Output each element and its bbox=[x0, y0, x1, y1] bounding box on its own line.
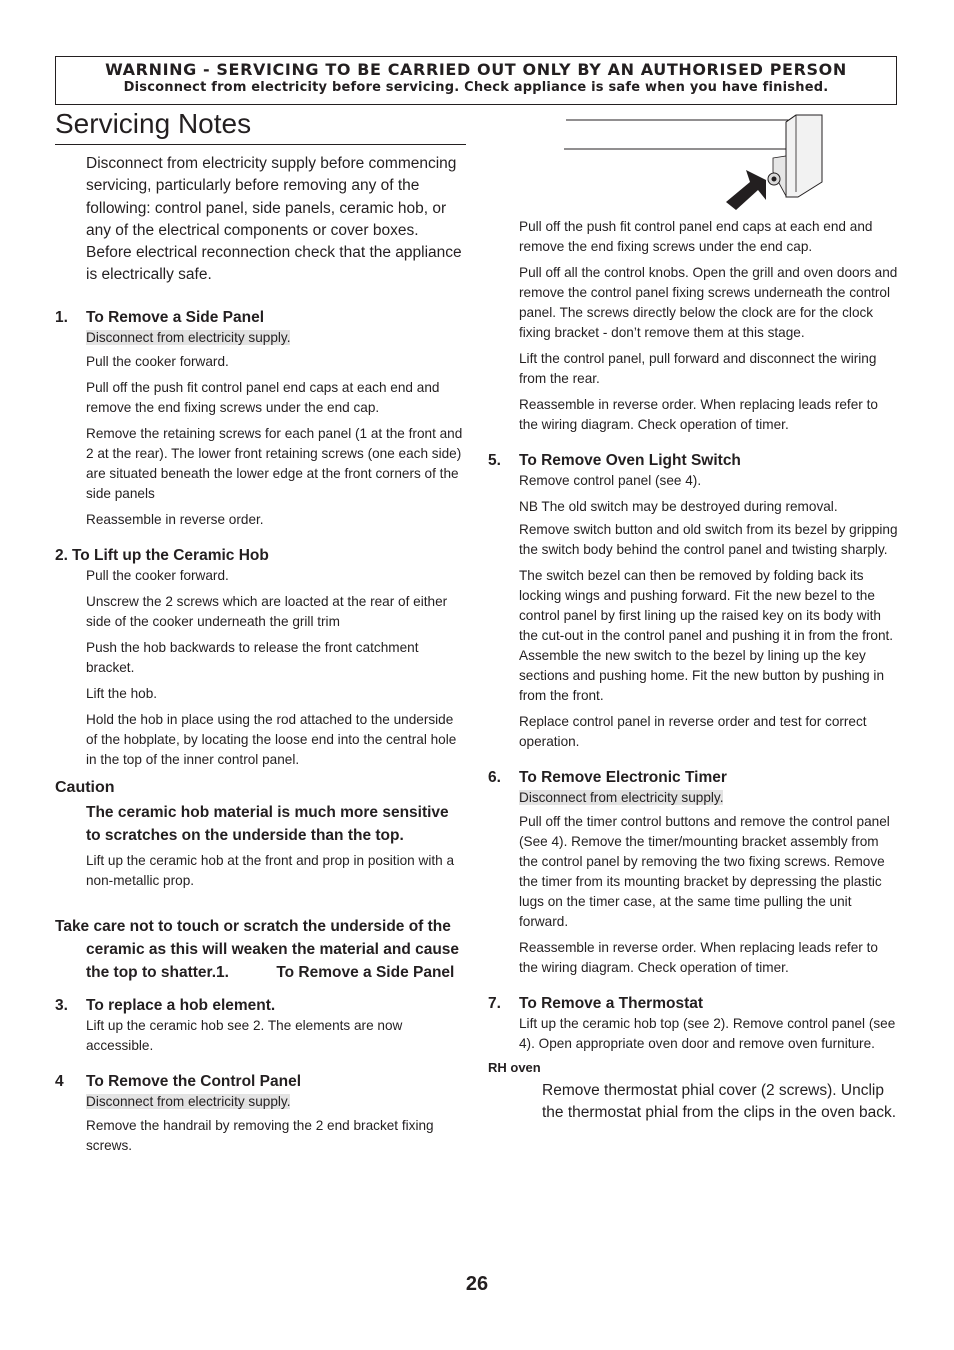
instruction-text: The switch bezel can then be removed by folding back its locking wings and pushing forward. Fit the new bezel to the control panel by first lining up the raised key on its body with the cut-out in the control panel and pushing it in from the front. Assemble the new switch to the bezel by lining up the key sections and pushing home. Fit the new button by pushing in from the front. bbox=[519, 568, 894, 703]
arrow-icon bbox=[726, 170, 766, 210]
section-heading bbox=[55, 308, 467, 328]
instruction-text: NB The old switch may be destroyed during removal. bbox=[519, 499, 838, 514]
instruction-text: Pull off the push fit control panel end caps at each end and remove the end fixing screws under the end cap. bbox=[86, 379, 440, 415]
instruction-text: Reassemble in reverse order. When replacing leads refer to the wiring diagram. Check operation of timer. bbox=[519, 940, 878, 975]
instruction-text: Pull off all the control knobs. Open the grill and oven doors and remove the control panel fixing screws underneath the control panel. The screws directly below the clock are for the clock fixing bracket - don’t remove them at this stage. bbox=[519, 265, 898, 340]
caution-label: Caution bbox=[55, 778, 115, 796]
section-number: 2. bbox=[55, 546, 68, 564]
section-title: To Remove Electronic Timer bbox=[519, 769, 727, 786]
page-number: 26 bbox=[465, 1273, 489, 1295]
section-6 bbox=[488, 768, 900, 978]
section-title: To replace a hob element. bbox=[86, 996, 276, 1014]
intro-paragraph: Disconnect from electricity supply before commencing servicing, particularly before removing any of the following: control panel, side panels, ceramic hob, or any of the electrical components or cover boxes. Before electrical reconnection check that the appliance is electrically safe. bbox=[86, 155, 462, 284]
instruction-text: Unscrew the 2 screws which are loacted at the rear of either side of the cooker underneath the grill trim bbox=[86, 593, 448, 629]
section-number: 3. bbox=[55, 996, 68, 1014]
instruction-text: Lift up the ceramic hob at the front and prop in position with a non-metallic prop. bbox=[86, 852, 455, 888]
section-number: 4 bbox=[55, 1072, 64, 1090]
section-number: 6. bbox=[488, 769, 501, 786]
section-number: 5. bbox=[488, 452, 501, 469]
instruction-text: Pull the cooker forward. bbox=[86, 567, 229, 583]
section-5 bbox=[488, 451, 900, 752]
page-title: Servicing Notes bbox=[55, 106, 466, 145]
section-heading bbox=[488, 994, 900, 1014]
warning-box bbox=[55, 56, 897, 105]
instruction-text: Hold the hob in place using the rod attached to the underside of the hobplate, by locating the loose end into the central hole in the top of the inner control panel. bbox=[86, 711, 457, 767]
left-column bbox=[55, 150, 467, 1162]
instruction-text: Push the hob backwards to release the front catchment bracket. bbox=[86, 639, 419, 675]
section-title: To Lift up the Ceramic Hob bbox=[71, 546, 269, 564]
section-3 bbox=[55, 996, 467, 1056]
section-2 bbox=[55, 546, 467, 770]
section-heading bbox=[55, 546, 467, 566]
instruction-text: Pull the cooker forward. bbox=[86, 353, 229, 369]
instruction-text: Pull off the push fit control panel end caps at each end and remove the end fixing screws under the end cap. bbox=[519, 219, 873, 254]
section-number: 1. bbox=[55, 308, 68, 326]
instruction-text: Lift the control panel, pull forward and disconnect the wiring from the rear. bbox=[519, 351, 877, 386]
section-number: 7. bbox=[488, 995, 501, 1012]
instruction-text: Remove the handrail by removing the 2 end bracket fixing screws. bbox=[86, 1117, 434, 1153]
highlight-note: Disconnect from electricity supply. bbox=[86, 1093, 291, 1109]
end-cap-shape bbox=[786, 115, 822, 197]
section-title: To Remove the Control Panel bbox=[86, 1072, 302, 1090]
instruction-text: Remove control panel (see 4). bbox=[519, 473, 702, 488]
section-4 bbox=[55, 1072, 467, 1156]
instruction-text: Remove switch button and old switch from its bezel by gripping the switch body behind the control panel and twisting sharply. bbox=[519, 522, 898, 557]
section-title: To Remove a Side Panel bbox=[86, 308, 265, 326]
instruction-text: Replace control panel in reverse order and test for correct operation. bbox=[519, 714, 867, 749]
section-heading bbox=[55, 1072, 467, 1092]
section-title: To Remove Oven Light Switch bbox=[519, 452, 741, 469]
screw-head bbox=[772, 177, 777, 182]
warning-subtitle: Disconnect from electricity before servicing. Check appliance is safe when you have finished. bbox=[123, 80, 829, 95]
highlight-note: Disconnect from electricity supply. bbox=[86, 329, 291, 345]
caution-take-care: Take care not to touch or scratch the underside of the ceramic as this will weaken the material and cause the top to shatter.1. To Remove a Side Panel bbox=[55, 917, 460, 981]
instruction-text: Lift the hob. bbox=[86, 685, 158, 701]
section-1 bbox=[55, 308, 467, 530]
instruction-text: Reassemble in reverse order. When replacing leads refer to the wiring diagram. Check operation of timer. bbox=[519, 397, 878, 432]
section-heading bbox=[55, 996, 467, 1016]
caution-bold-text: The ceramic hob material is much more sensitive to scratches on the underside than the top. bbox=[86, 803, 449, 844]
rh-oven-text: Remove thermostat phial cover (2 screws). Unclip the thermostat phial from the clips in the oven back. bbox=[542, 1082, 897, 1121]
instruction-text: Pull off the timer control buttons and remove the control panel (See 4). Remove the timer/mounting bracket assembly from the control panel by removing the two fixing screws. Remove the timer from its mounting bracket by depressing the plastic lugs on the timer case, at the same time pulling the unit forward. bbox=[519, 814, 890, 929]
warning-title: WARNING - SERVICING TO BE CARRIED OUT ONLY BY AN AUTHORISED PERSON bbox=[105, 60, 847, 79]
section-heading bbox=[488, 451, 900, 471]
instruction-text: Lift up the ceramic hob see 2. The elements are now accessible. bbox=[86, 1017, 403, 1053]
instruction-text: Reassemble in reverse order. bbox=[86, 511, 264, 527]
instruction-text: Lift up the ceramic hob top (see 2). Remove control panel (see 4). Open appropriate oven door and remove oven furniture. bbox=[519, 1016, 896, 1051]
highlight-note: Disconnect from electricity supply. bbox=[519, 790, 724, 805]
right-column bbox=[488, 217, 900, 1124]
section-heading bbox=[488, 768, 900, 788]
instruction-text: Remove the retaining screws for each panel (1 at the front and 2 at the rear). The lower front retaining screws (one each side) are situated beneath the lower edge at the front corners of the side panels bbox=[86, 425, 463, 501]
rh-oven-label: RH oven bbox=[488, 1060, 541, 1075]
section-7 bbox=[488, 994, 900, 1124]
section-title: To Remove a Thermostat bbox=[519, 995, 704, 1012]
control-panel-diagram bbox=[560, 112, 830, 217]
